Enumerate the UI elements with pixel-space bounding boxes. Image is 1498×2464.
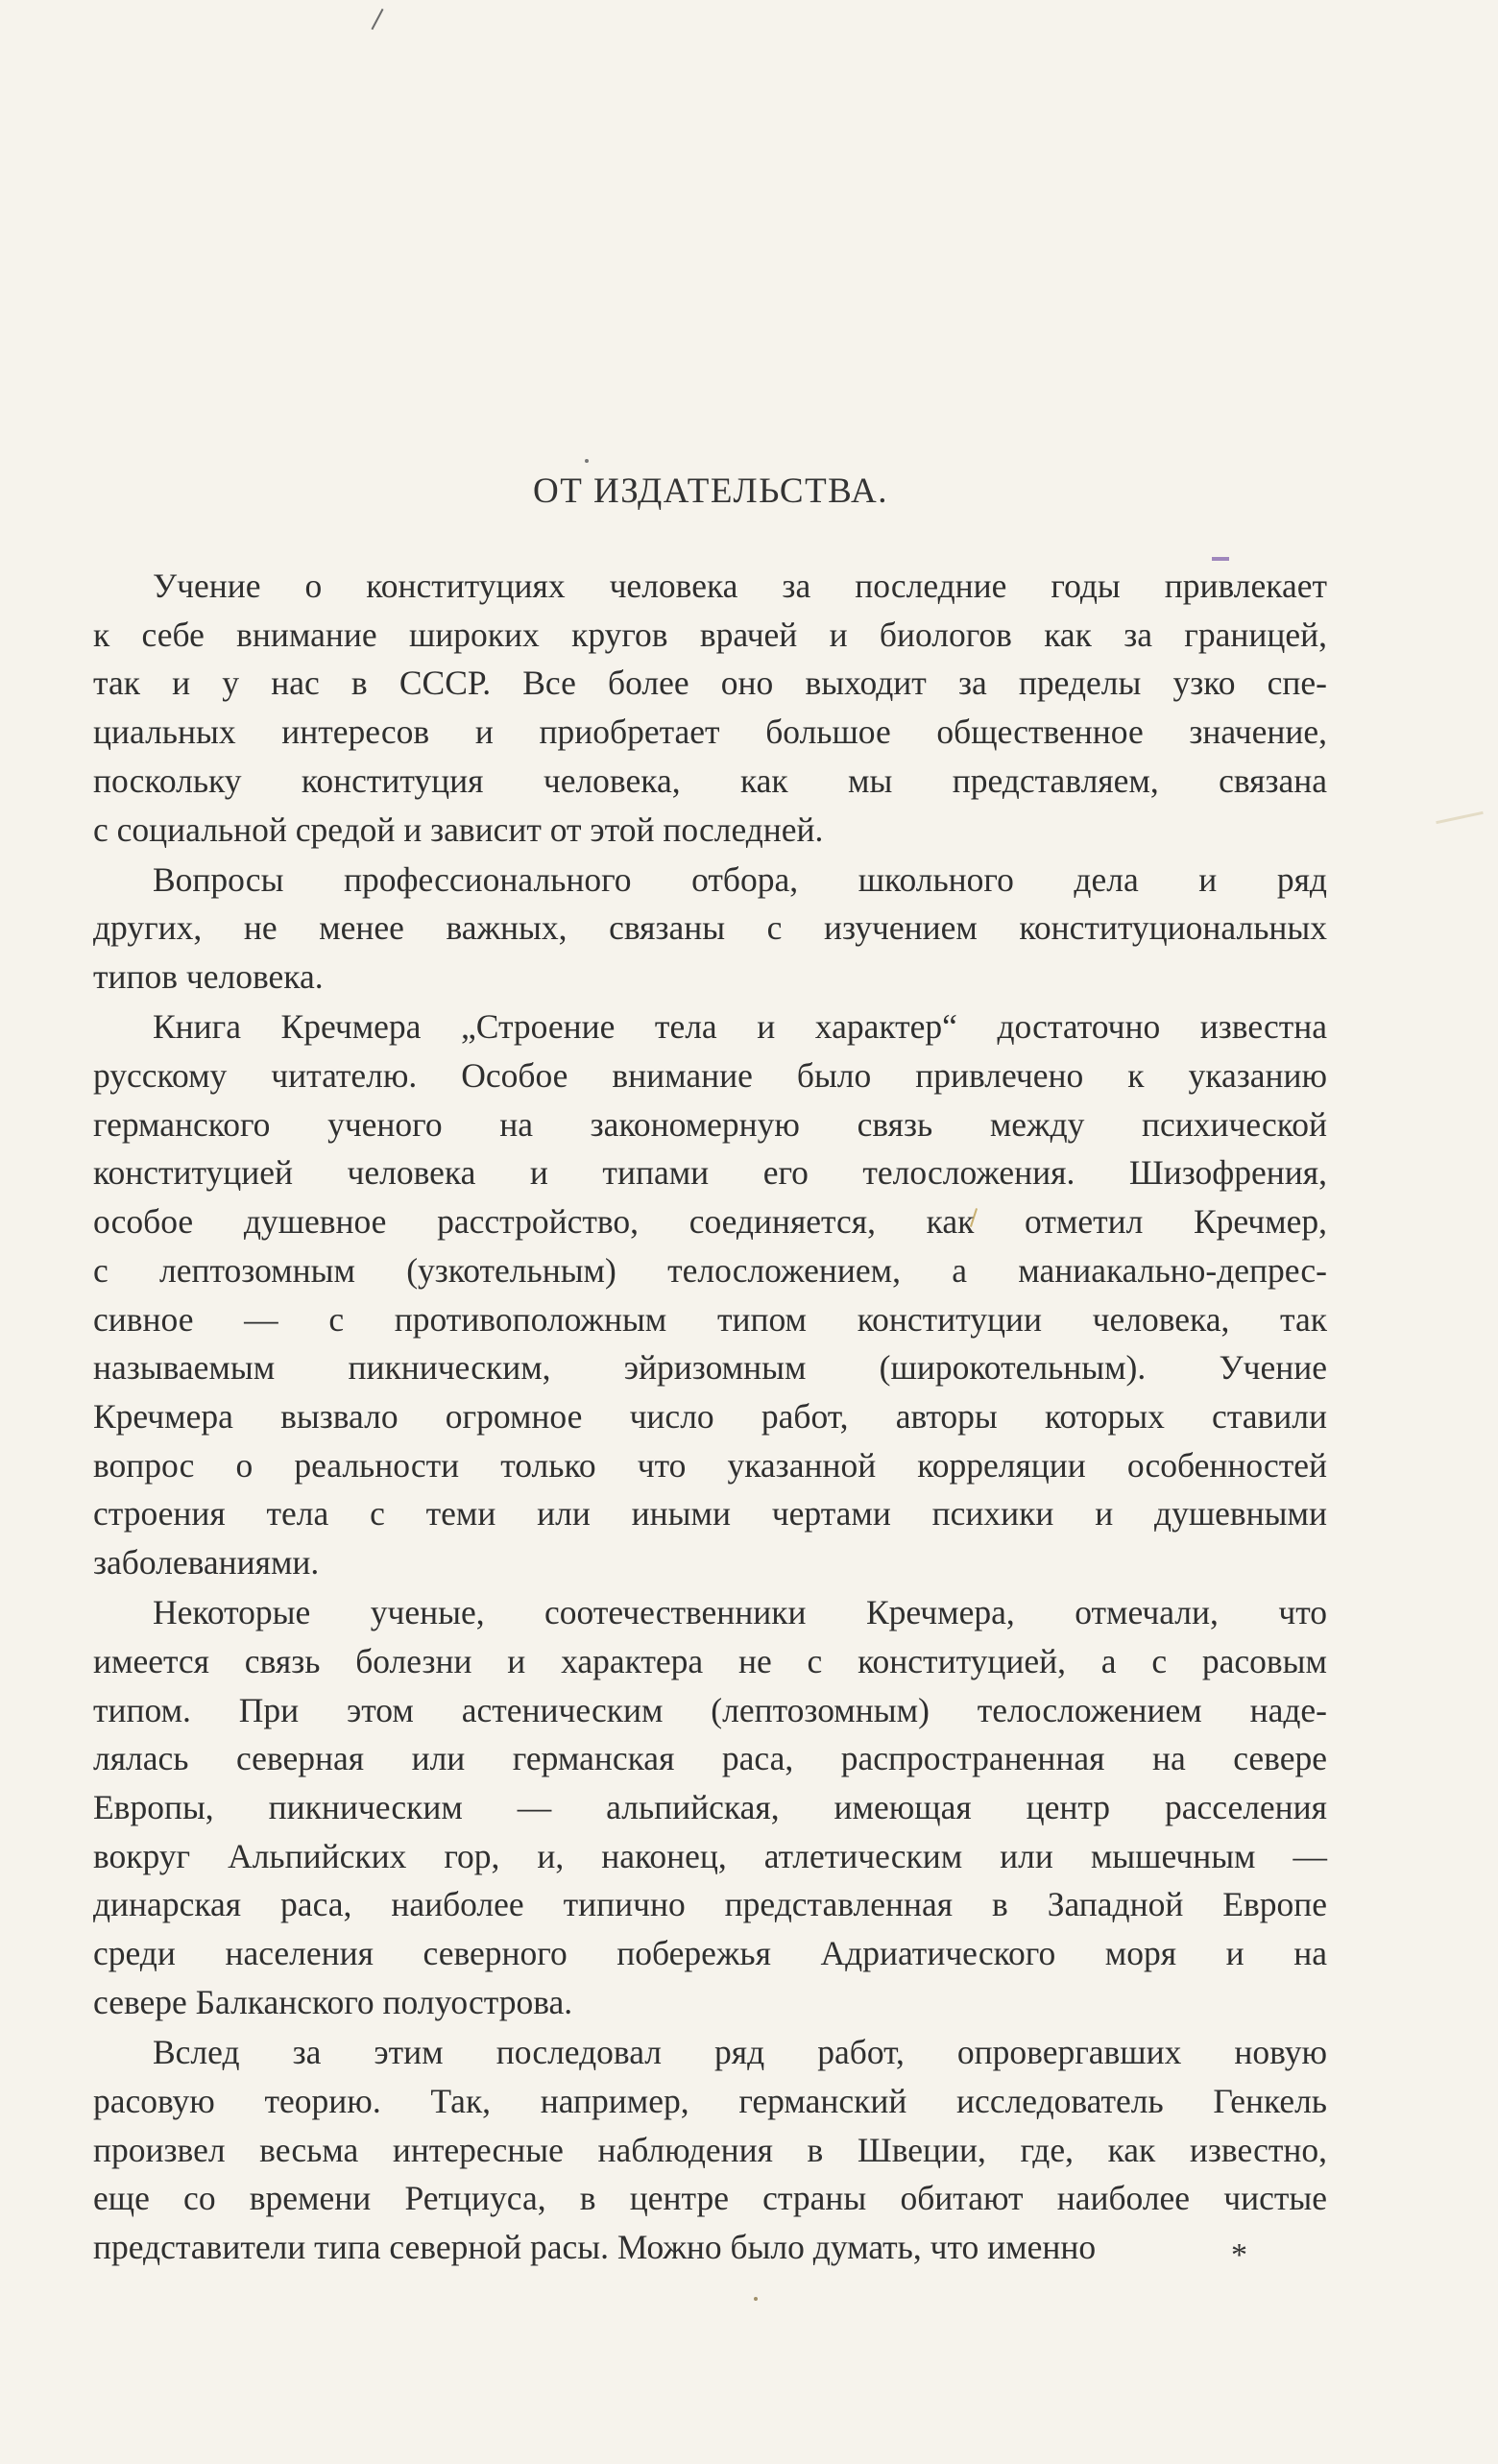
text-line: вопрос о реальности только что указанной корреляции особенностей bbox=[93, 1445, 1327, 1485]
text-line: Европы, пикническим — альпийская, имеющая центр расселения bbox=[93, 1788, 1327, 1827]
text-line: еще со времени Ретциуса, в центре страны обитают наиболее чистые bbox=[93, 2179, 1327, 2218]
ink-mark bbox=[1212, 557, 1229, 561]
text-line: типов человека. bbox=[93, 957, 324, 997]
text-line: расовую теорию. Так, например, германский исследователь Генкель bbox=[93, 2081, 1327, 2120]
text-line: Кречмера вызвало огромное число работ, авторы которых ставили bbox=[93, 1396, 1327, 1436]
text-line: вокруг Альпийских гор, и, наконец, атлетическим или мышечным — bbox=[93, 1836, 1327, 1875]
text-line: произвел весьма интересные наблюдения в Швеции, где, как известно, bbox=[93, 2130, 1327, 2169]
page-title: ОТ ИЗДАТЕЛЬСТВА. bbox=[532, 471, 888, 511]
text-line: сивное — с противоположным типом конституции человека, так bbox=[93, 1299, 1327, 1339]
scan-pen-stroke bbox=[371, 9, 383, 30]
text-line: других, не менее важных, связаны с изучением конституциональных bbox=[93, 908, 1327, 948]
text-line: с социальной средой и зависит от этой последней. bbox=[93, 809, 824, 849]
text-line: с лептозомным (узкотельным) телосложением, а маниакально-депрес- bbox=[93, 1250, 1327, 1290]
body-text bbox=[93, 562, 1327, 2273]
text-line: представители типа северной расы. Можно было думать, что именно bbox=[93, 2227, 1097, 2266]
paragraph bbox=[93, 1003, 1327, 1586]
scan-speck bbox=[585, 459, 589, 463]
text-line: германского ученого на закономерную связь между психической bbox=[93, 1104, 1327, 1144]
text-line: циальных интересов и приобретает большое общественное значение, bbox=[93, 713, 1327, 752]
paragraph bbox=[93, 2028, 1327, 2272]
text-line: имеется связь болезни и характера не с конституцией, а с расовым bbox=[93, 1641, 1327, 1680]
text-line: типом. При этом астеническим (лептозомным) телосложением наде- bbox=[93, 1690, 1327, 1729]
text-line: Некоторые ученые, соотечественники Кречмера, отмечали, что bbox=[153, 1593, 1327, 1632]
text-line: Книга Кречмера „Строение тела и характер“ достаточно известна bbox=[153, 1007, 1327, 1047]
text-line: конституцией человека и типами его телосложения. Шизофрения, bbox=[93, 1153, 1327, 1193]
text-line: Вслед за этим последовал ряд работ, опровергавших новую bbox=[153, 2033, 1327, 2072]
text-line: заболеваниями. bbox=[93, 1543, 320, 1582]
text-line: строения тела с теми или иными чертами психики и душевными bbox=[93, 1494, 1327, 1534]
text-line: к себе внимание широких кругов врачей и биологов как за границей, bbox=[93, 615, 1327, 654]
page-signature-mark: * bbox=[1231, 2237, 1247, 2273]
scan-speck bbox=[754, 2297, 758, 2301]
paragraph bbox=[93, 1588, 1327, 2026]
paragraph bbox=[93, 562, 1327, 854]
text-line: среди населения северного побережья Адриатического моря и на bbox=[93, 1934, 1327, 1973]
text-line: называемым пикническим, эйризомным (широкотельным). Учение bbox=[93, 1348, 1327, 1388]
text-line: так и у нас в СССР. Все более оно выходит за пределы узко спе- bbox=[93, 664, 1327, 703]
text-line: севере Балканского полуострова. bbox=[93, 1982, 573, 2021]
text-line: Вопросы профессионального отбора, школьного дела и ряд bbox=[153, 859, 1327, 899]
text-line: русскому читателю. Особое внимание было привлечено к указанию bbox=[93, 1056, 1327, 1096]
paragraph bbox=[93, 856, 1327, 1002]
text-line: поскольку конституция человека, как мы представляем, связана bbox=[93, 761, 1327, 800]
text-line: лялась северная или германская раса, распространенная на севере bbox=[93, 1739, 1327, 1778]
margin-smudge bbox=[1436, 811, 1484, 824]
text-line: особое душевное расстройство, соединяется, как отметил Кречмер, bbox=[93, 1202, 1327, 1242]
text-line: динарская раса, наиболее типично представленная в Западной Европе bbox=[93, 1885, 1327, 1924]
text-line: Учение о конституциях человека за последние годы привлекает bbox=[153, 567, 1327, 605]
